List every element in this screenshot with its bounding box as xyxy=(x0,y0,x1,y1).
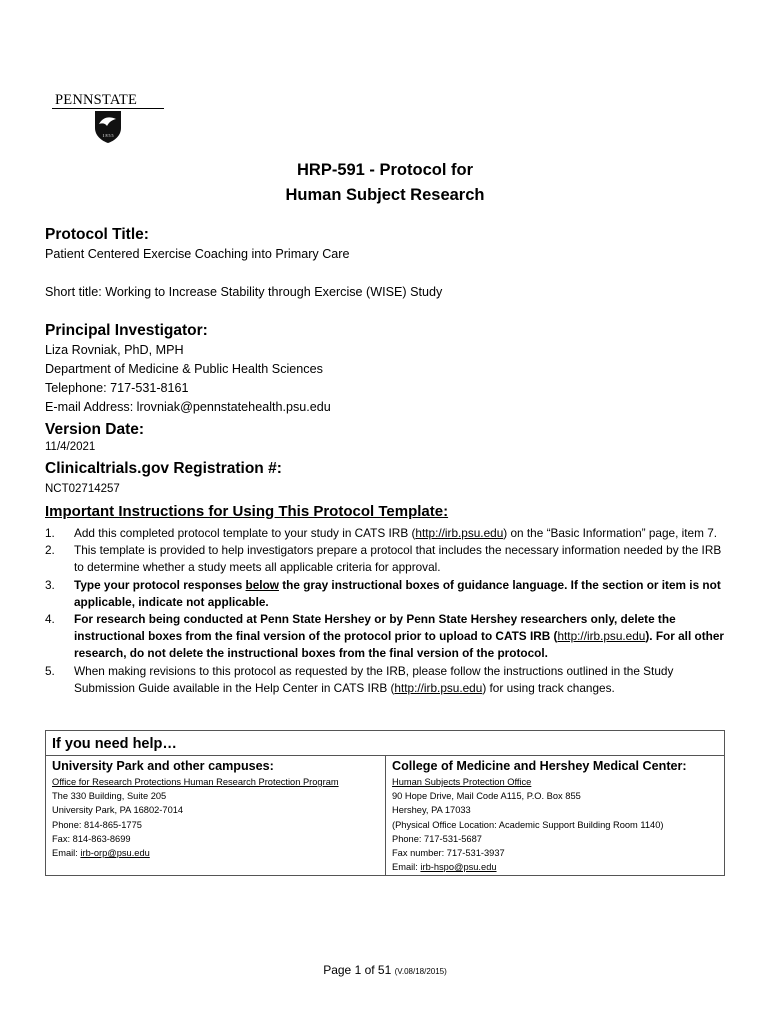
page-number: Page 1 of 51 xyxy=(323,963,395,977)
list-item: 1. Add this completed protocol template to your study in CATS IRB (http://irb.psu.edu) on the “Basic Information” page, item 7. xyxy=(45,526,718,540)
help-hershey: College of Medicine and Hershey Medical Center: Human Subjects Protection Office 90 Hope Drive, Mail Code A115, P.O. Box 855 Hershey, PA 17033 (Physical Office Location: Academic Support Building Room 1140) Phone: 717-531-5687 Fax number: 717-531-3937 Email: irb-hspo@psu.edu xyxy=(392,758,720,874)
help-left-heading: University Park and other campuses: xyxy=(52,759,274,773)
email-link[interactable]: irb-orp@psu.edu xyxy=(80,848,150,859)
logo-rule xyxy=(52,108,164,109)
protocol-title: Patient Centered Exercise Coaching into Primary Care xyxy=(45,247,350,261)
irb-link[interactable]: http://irb.psu.edu xyxy=(557,629,646,644)
document-title-line2: Human Subject Research xyxy=(285,186,485,204)
orp-link[interactable]: Office for Research Protections Human Research Protection Program xyxy=(52,777,339,787)
shield-icon xyxy=(94,110,122,144)
logo-wordmark: PENNSTATE xyxy=(55,92,138,108)
protocol-title-heading: Protocol Title: xyxy=(45,226,149,243)
pi-email: E-mail Address: lrovniak@pennstatehealth.psu.edu xyxy=(45,400,331,414)
help-university-park: University Park and other campuses: Office for Research Protections Human Research Protection Program The 330 Building, Suite 205 University Park, PA 16802-7014 Phone: 814-865-1775 Fax: 814-863-8699 Email: irb-orp@psu.edu xyxy=(52,758,380,860)
list-item: 4. For research being conducted at Penn State Hershey or by Penn State Hershey researchers only, delete the instructional boxes from the final version of the protocol prior to upload to CATS IRB (http://irb.psu.edu). For all other research, do not delete the instructional boxes from the final version of the protocol. xyxy=(45,612,725,661)
pi-telephone: Telephone: 717-531-8161 xyxy=(45,381,189,395)
help-title: If you need help… xyxy=(52,736,177,752)
pi-department: Department of Medicine & Public Health Sciences xyxy=(45,362,323,376)
instructions-heading: Important Instructions for Using This Protocol Template: xyxy=(45,503,449,520)
pi-name: Liza Rovniak, PhD, MPH xyxy=(45,343,184,357)
list-item: 2. This template is provided to help investigators prepare a protocol that includes the necessary information needed by the IRB to determine whether a study meets all applicable criteria for approval. xyxy=(45,543,722,575)
pennstate-logo xyxy=(52,90,166,146)
template-version: (V.08/18/2015) xyxy=(394,967,447,976)
page-footer xyxy=(0,963,770,977)
list-item: 3. Type your protocol responses below the gray instructional boxes of guidance language. If the section or item is not applicable, indicate not applicable. xyxy=(45,577,721,609)
email-link[interactable]: irb-hspo@psu.edu xyxy=(420,862,497,873)
instructions-list xyxy=(45,525,725,697)
help-box xyxy=(45,730,725,876)
registration-heading: Clinicaltrials.gov Registration #: xyxy=(45,460,282,477)
irb-link[interactable]: http://irb.psu.edu xyxy=(394,680,483,695)
list-item: 5. When making revisions to this protocol as requested by the IRB, please follow the instructions outlined in the Study Submission Guide available in the Help Center in CATS IRB (http://irb.psu.edu) for using track changes. xyxy=(45,663,674,695)
divider xyxy=(385,755,386,875)
version-date: 11/4/2021 xyxy=(45,441,96,453)
registration-number: NCT02714257 xyxy=(45,483,120,495)
document-title-line1: HRP-591 - Protocol for xyxy=(296,161,474,179)
version-heading: Version Date: xyxy=(45,421,145,438)
short-title: Short title: Working to Increase Stability through Exercise (WISE) Study xyxy=(45,285,443,299)
hspo-link[interactable]: Human Subjects Protection Office xyxy=(392,777,532,787)
help-right-heading: College of Medicine and Hershey Medical Center: xyxy=(392,759,687,773)
pi-heading: Principal Investigator: xyxy=(45,322,208,339)
logo-year: 1 8 5 5 xyxy=(102,133,114,138)
irb-link[interactable]: http://irb.psu.edu xyxy=(415,526,504,540)
